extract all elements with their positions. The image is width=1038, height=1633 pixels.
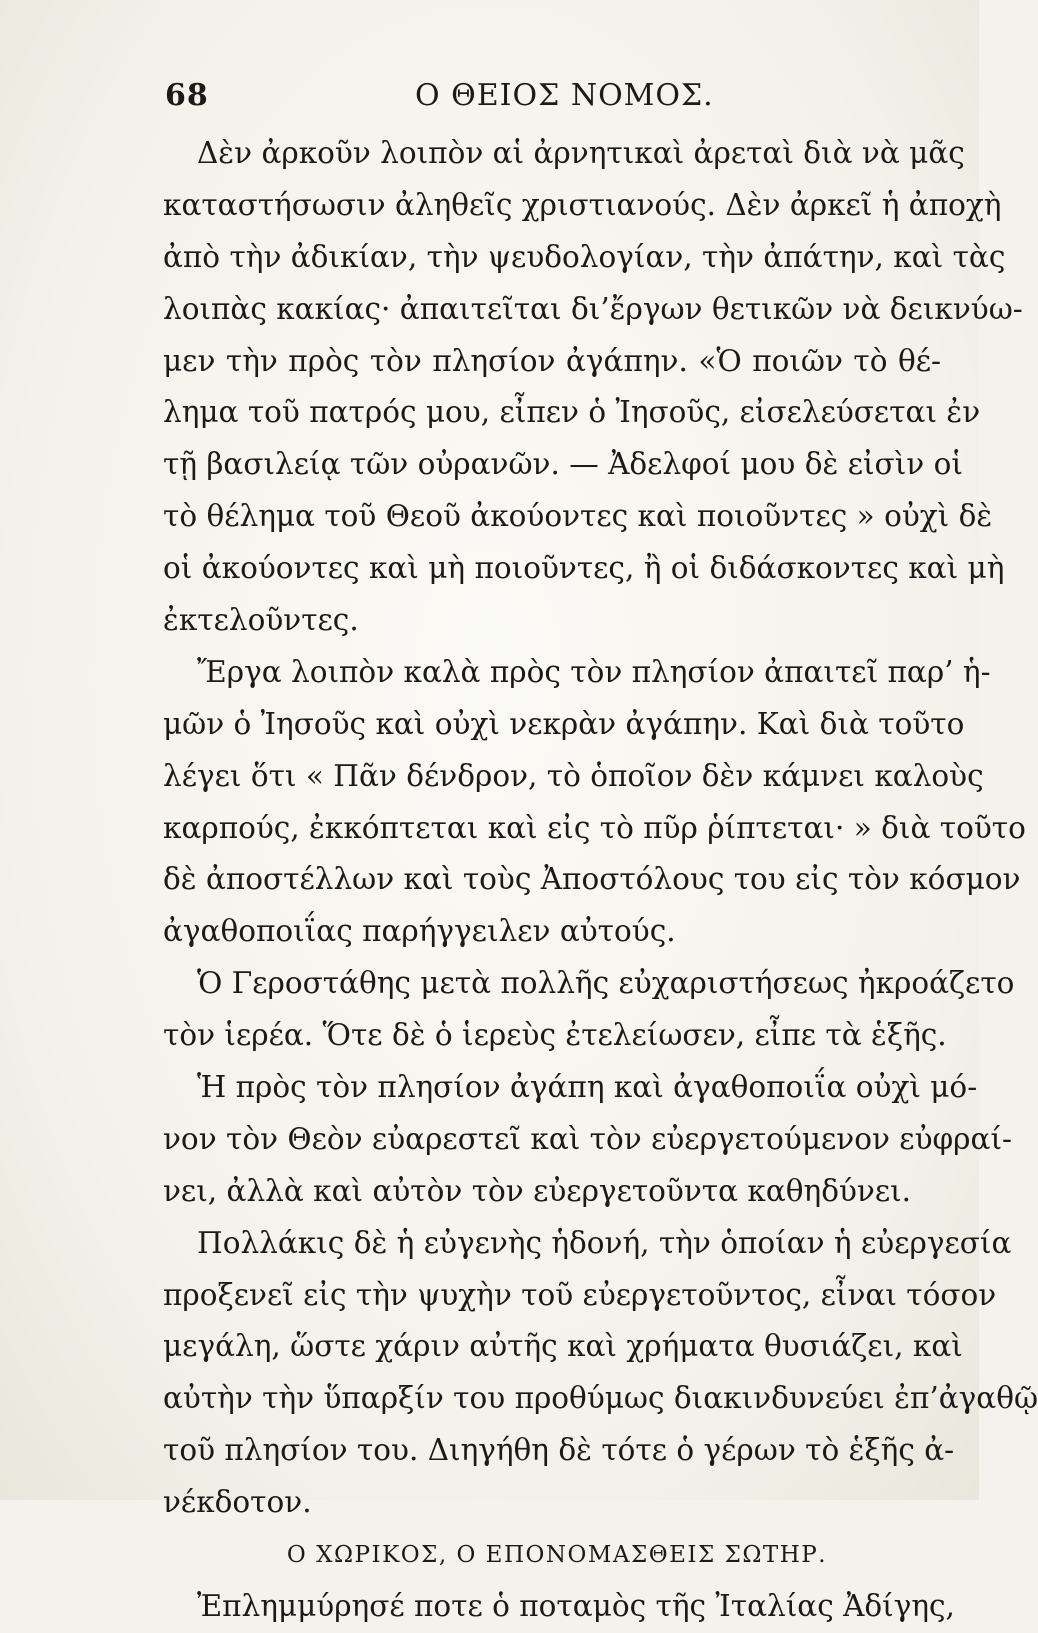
text-line: ἀγαθοποιΐας παρήγγειλεν αὐτούς. — [163, 914, 676, 949]
text-line: προξενεῖ εἰς τὴν ψυχὴν τοῦ εὐεργετοῦντος, εἶναι τόσον — [163, 1277, 997, 1312]
text-line: λέγει ὅτι « Πᾶν δένδρον, τὸ ὁποῖον δὲν κάμνει καλοὺς — [163, 758, 984, 793]
text-line: μῶν ὁ Ἰησοῦς καὶ οὐχὶ νεκρὰν ἀγάπην. Καὶ διὰ τοῦτο — [163, 706, 965, 741]
text-line: Ἐπλημμύρησέ ποτε ὁ ποταμὸς τῆς Ἰταλίας Ἀδίγης, — [197, 1589, 955, 1624]
text-line: Πολλάκις δὲ ἡ εὐγενὴς ἡδονή, τὴν ὁποίαν ἡ εὐεργεσία — [197, 1225, 1012, 1260]
text-line: οἱ ἀκούοντες καὶ μὴ ποιοῦντες, ἢ οἱ διδάσκοντες καὶ μὴ — [163, 551, 1005, 586]
text-line: Ὁ Γεροστάθης μετὰ πολλῆς εὐχαριστήσεως ἠκροάζετο — [197, 966, 1015, 1001]
text-line: μεν τὴν πρὸς τὸν πλησίον ἀγάπην. «Ὁ ποιῶν τὸ θέ- — [163, 343, 941, 378]
section-heading: Ο ΧΩΡΙΚΟΣ, Ο ΕΠΟΝΟΜΑΣΘΕΙΣ ΣΩΤΗΡ. — [286, 1542, 828, 1569]
text-line: νον τὸν Θεὸν εὐαρεστεῖ καὶ τὸν εὐεργετούμενον εὐφραί- — [163, 1121, 1012, 1156]
text-line: λοιπὰς κακίας· ἀπαιτεῖται δι’ἔργων θετικῶν νὰ δεικνύω- — [163, 291, 1023, 326]
text-line: αὐτὴν τὴν ὕπαρξίν του προθύμως διακινδυνεύει ἐπ’ἀγαθῷ — [163, 1381, 1038, 1416]
text-line: Δὲν ἀρκοῦν λοιπὸν αἱ ἀρνητικαὶ ἀρεταὶ διὰ νὰ μᾶς — [197, 136, 965, 170]
running-title: Ο ΘΕΙΟΣ ΝΟΜΟΣ. — [415, 78, 714, 113]
text-line: ἀπὸ τὴν ἀδικίαν, τὴν ψευδολογίαν, τὴν ἀπάτην, καὶ τὰς — [163, 239, 1006, 274]
text-line: τὸ θέλημα τοῦ Θεοῦ ἀκούοντες καὶ ποιοῦντες » οὐχὶ δὲ — [163, 499, 993, 534]
text-line: τοῦ πλησίον του. Διηγήθη δὲ τότε ὁ γέρων τὸ ἑξῆς ἀ- — [163, 1433, 955, 1468]
page-header — [165, 78, 935, 118]
text-line: λημα τοῦ πατρός μου, εἶπεν ὁ Ἰησοῦς, εἰσελεύσεται ἐν — [163, 395, 981, 430]
body-text — [163, 128, 1038, 1633]
text-line: τὸν ἱερέα. Ὅτε δὲ ὁ ἱερεὺς ἐτελείωσεν, εἶπε τὰ ἑξῆς. — [163, 1018, 947, 1053]
text-line: Ἡ πρὸς τὸν πλησίον ἀγάπη καὶ ἀγαθοποιΐα οὐχὶ μό- — [197, 1070, 978, 1105]
text-line: ἐκτελοῦντες. — [163, 603, 359, 638]
text-line: Ἔργα λοιπὸν καλὰ πρὸς τὸν πλησίον ἀπαιτεῖ παρ’ ἡ- — [197, 654, 991, 689]
text-line: τῇ βασιλείᾳ τῶν οὐρανῶν. — Ἀδελφοί μου δὲ εἰσὶν οἱ — [163, 447, 963, 482]
page-number: 68 — [165, 78, 209, 113]
text-line: νει, ἀλλὰ καὶ αὐτὸν τὸν εὐεργετοῦντα καθηδύνει. — [163, 1173, 912, 1208]
text-line: νέκδοτον. — [163, 1485, 312, 1520]
text-line: δὲ ἀποστέλλων καὶ τοὺς Ἀποστόλους του εἰς τὸν κόσμον — [163, 862, 1021, 897]
text-line: καταστήσωσιν ἀληθεῖς χριστιανούς. Δὲν ἀρκεῖ ἡ ἀποχὴ — [163, 187, 1002, 222]
text-line: μεγάλη, ὥστε χάριν αὐτῆς καὶ χρήματα θυσιάζει, καὶ — [163, 1329, 963, 1364]
text-line: καρπούς, ἐκκόπτεται καὶ εἰς τὸ πῦρ ῥίπτεται· » διὰ τοῦτο — [163, 810, 1026, 845]
